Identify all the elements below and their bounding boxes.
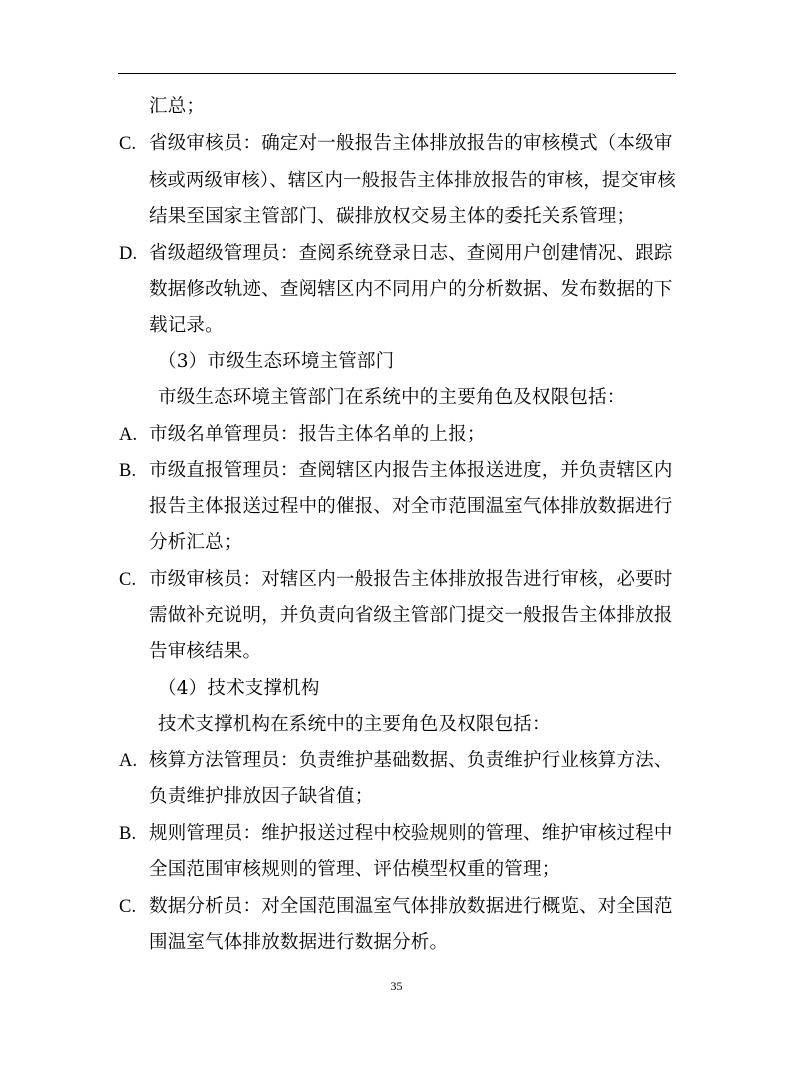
header-rule [118,73,676,74]
page-number: 35 [390,979,403,993]
list-marker: B. [119,461,137,481]
list-marker: B. [119,824,137,844]
list-marker: C. [119,570,137,590]
list-marker: C. [119,134,137,154]
list-marker: D. [119,244,138,264]
list-marker: A. [119,751,138,771]
list-marker: A. [119,425,138,445]
list-marker: C. [119,897,137,917]
